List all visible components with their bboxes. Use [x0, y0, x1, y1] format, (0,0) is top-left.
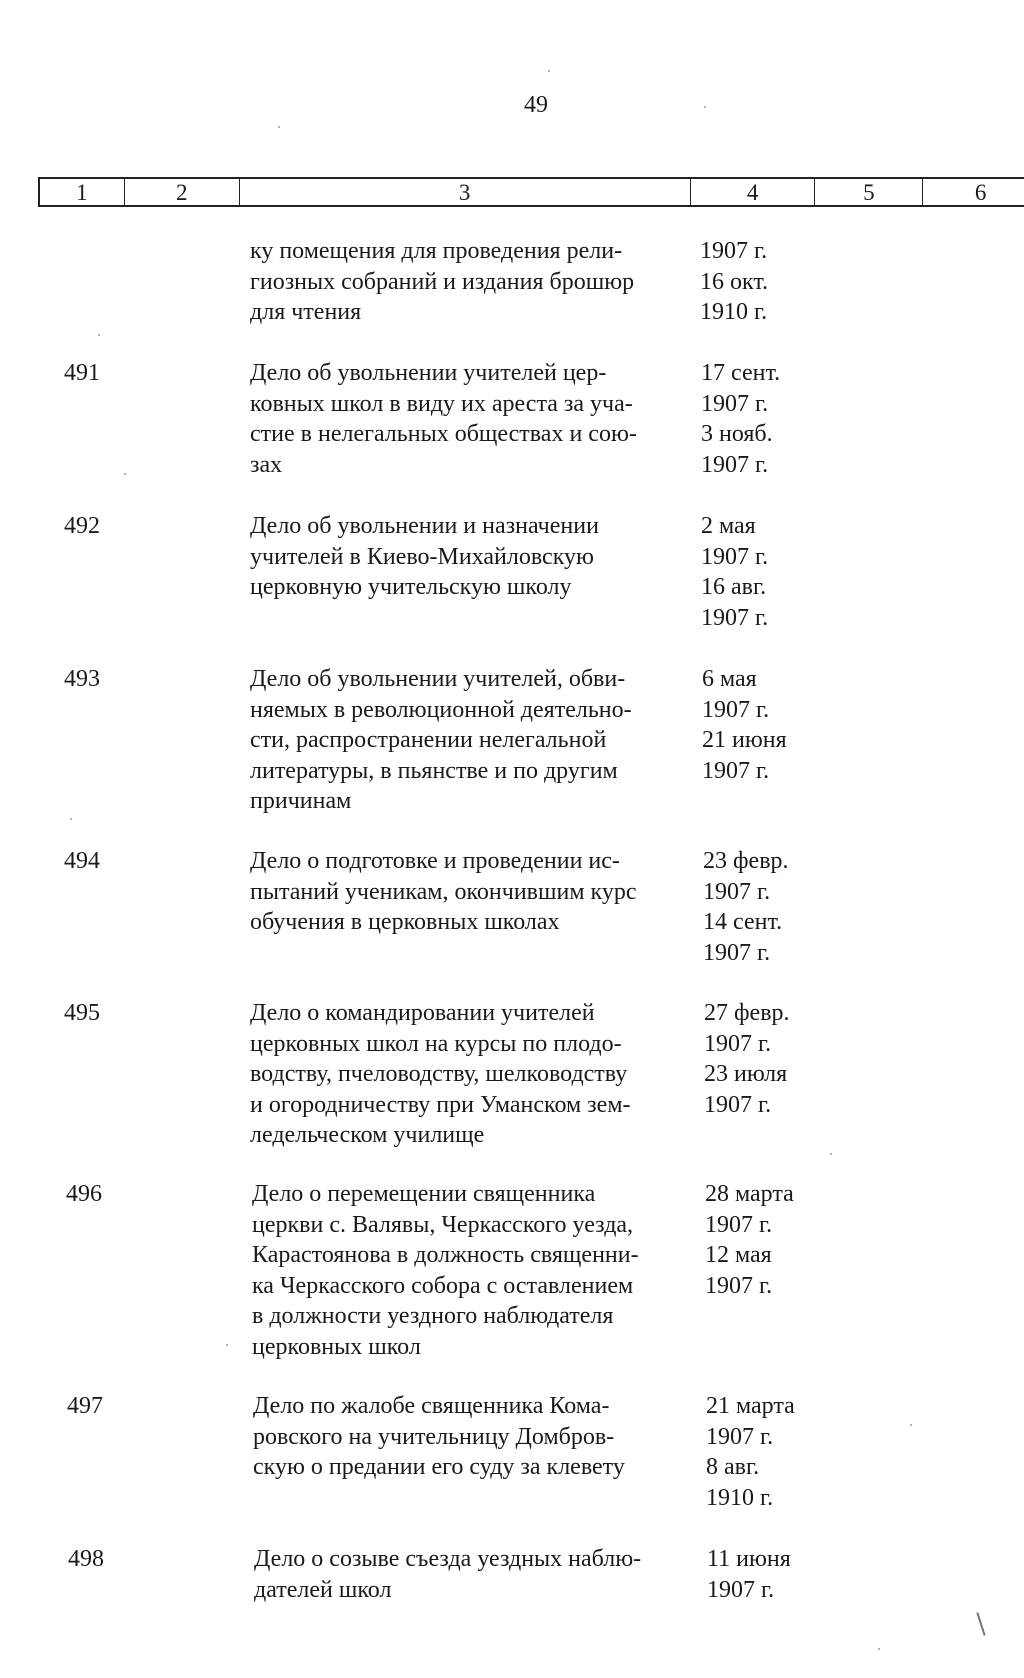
column-header-5: 5 [815, 179, 923, 205]
entry-number: 492 [64, 513, 100, 539]
description-line: церкви с. Валявы, Черкасского уезда, [252, 1211, 634, 1238]
column-header-2: 2 [125, 179, 240, 205]
entry-description [250, 998, 690, 1151]
description-line: Дело о командировании учителей [250, 1000, 595, 1026]
date-line: 28 марта [705, 1181, 794, 1207]
description-line: ковных школ в виду их ареста за уча- [250, 390, 633, 417]
date-line: 1907 г. [704, 1030, 772, 1057]
description-line: няемых в революционной деятельно- [250, 696, 632, 723]
column-header-4: 4 [691, 179, 816, 205]
date-line: 14 сент. [703, 909, 783, 935]
date-line: 21 июня [702, 727, 787, 753]
entry-number: 494 [64, 848, 100, 874]
date-line: 1907 г. [702, 696, 770, 723]
description-line: ку помещения для проведения рели- [250, 238, 623, 264]
description-line: церковных школ [252, 1333, 421, 1360]
entry-number: 491 [64, 360, 100, 386]
date-line: 11 июня [707, 1546, 791, 1572]
description-line: церковных школ на курсы по плодо- [250, 1030, 622, 1057]
date-line: 1907 г. [705, 1211, 773, 1238]
column-header-3: 3 [240, 179, 691, 205]
date-line: 1907 г. [706, 1423, 774, 1450]
entry-description [252, 1179, 692, 1362]
description-line: Карастоянова в должность священни- [252, 1242, 639, 1268]
description-line: водству, пчеловодству, шелководству [250, 1061, 628, 1087]
entry-dates [707, 1544, 791, 1605]
scan-speck [910, 1424, 912, 1426]
description-line: обучения в церковных школах [250, 909, 560, 935]
entry-number: 496 [66, 1181, 102, 1207]
date-line: 17 сент. [701, 360, 781, 386]
date-line: 1907 г. [705, 1272, 773, 1299]
description-line: Дело об увольнении учителей, обви- [250, 666, 626, 692]
entry-description [250, 664, 690, 817]
entry-number: 497 [67, 1393, 103, 1419]
date-line: 2 мая [701, 513, 756, 539]
scan-speck [70, 818, 72, 820]
date-line: 12 мая [705, 1242, 772, 1268]
entry-dates [703, 846, 789, 968]
description-line: Дело о перемещении священника [252, 1181, 596, 1207]
description-line: Дело о подготовке и проведении ис- [250, 848, 620, 874]
scan-speck [830, 1153, 832, 1155]
scan-speck [226, 1344, 228, 1346]
entry-dates [701, 358, 780, 480]
description-line: Дело по жалобе священника Кома- [253, 1393, 610, 1419]
description-line: литературы, в пьянстве и по другим [250, 757, 618, 784]
date-line: 1907 г. [704, 1091, 772, 1118]
scan-speck [704, 106, 706, 108]
date-line: 8 авг. [706, 1454, 760, 1480]
description-line: сти, распространении нелегальной [250, 727, 607, 753]
column-header-1: 1 [40, 179, 125, 205]
scan-speck [878, 1648, 880, 1650]
date-line: 16 окт. [700, 268, 769, 295]
scan-speck [548, 70, 550, 72]
scan-speck [124, 473, 126, 475]
description-line: скую о предании его суду за клевету [253, 1454, 625, 1480]
entry-description [250, 236, 690, 328]
page-number: 49 [524, 92, 548, 118]
scan-speck [278, 126, 280, 128]
entry-number: 498 [68, 1546, 104, 1572]
description-line: стие в нелегальных обществах и сою- [250, 421, 637, 447]
description-line: дателей школ [254, 1576, 392, 1603]
date-line: 1907 г. [700, 238, 768, 264]
description-line: в должности уездного наблюдателя [252, 1303, 614, 1329]
date-line: 16 авг. [701, 574, 767, 600]
entry-dates [705, 1179, 794, 1301]
date-line: 6 мая [702, 666, 757, 692]
entry-description [250, 511, 690, 603]
description-line: пытаний ученикам, окончившим курс [250, 878, 637, 905]
description-line: и огородничеству при Уманском зем- [250, 1091, 631, 1118]
entry-dates [706, 1391, 795, 1513]
date-line: 1907 г. [701, 543, 769, 570]
entry-dates [700, 236, 768, 328]
scan-speck [98, 334, 100, 336]
description-line: ледельческом училище [250, 1122, 485, 1148]
entry-dates [701, 511, 768, 633]
description-line: для чтения [250, 299, 362, 325]
description-line: ка Черкасского собора с оставлением [252, 1272, 634, 1299]
date-line: 21 марта [706, 1393, 795, 1419]
date-line: 1907 г. [702, 757, 770, 784]
date-line: 23 февр. [703, 848, 789, 874]
date-line: 27 февр. [704, 1000, 790, 1026]
entry-number: 493 [64, 666, 100, 692]
date-line: 1907 г. [701, 451, 769, 478]
date-line: 1910 г. [706, 1484, 774, 1511]
date-line: 1910 г. [700, 299, 768, 325]
entry-number: 495 [64, 1000, 100, 1026]
date-line: 1907 г. [701, 390, 769, 417]
description-line: ровского на учительницу Домбров- [253, 1423, 615, 1450]
date-line: 1907 г. [707, 1576, 775, 1603]
column-header-6: 6 [974, 180, 987, 205]
entry-description [250, 846, 690, 938]
date-line: 3 нояб. [701, 421, 773, 447]
column-header-row [38, 177, 1024, 207]
date-line: 23 июля [704, 1061, 788, 1087]
scan-scratch [976, 1612, 985, 1635]
description-line: причинам [250, 788, 352, 814]
entry-dates [702, 664, 787, 786]
description-line: Дело об увольнении учителей цер- [250, 360, 607, 386]
description-line: зах [250, 451, 283, 478]
description-line: гиозных собраний и издания брошюр [250, 268, 635, 295]
date-line: 1907 г. [701, 604, 769, 631]
date-line: 1907 г. [703, 939, 771, 966]
description-line: учителей в Киево-Михайловскую [250, 543, 594, 570]
date-line: 1907 г. [703, 878, 771, 905]
description-line: Дело об увольнении и назначении [250, 513, 599, 539]
description-line: Дело о созыве съезда уездных наблю- [254, 1546, 642, 1572]
entry-description [254, 1544, 694, 1605]
entry-dates [704, 998, 790, 1120]
entry-description [253, 1391, 693, 1483]
description-line: церковную учительскую школу [250, 574, 572, 600]
entry-description [250, 358, 690, 480]
